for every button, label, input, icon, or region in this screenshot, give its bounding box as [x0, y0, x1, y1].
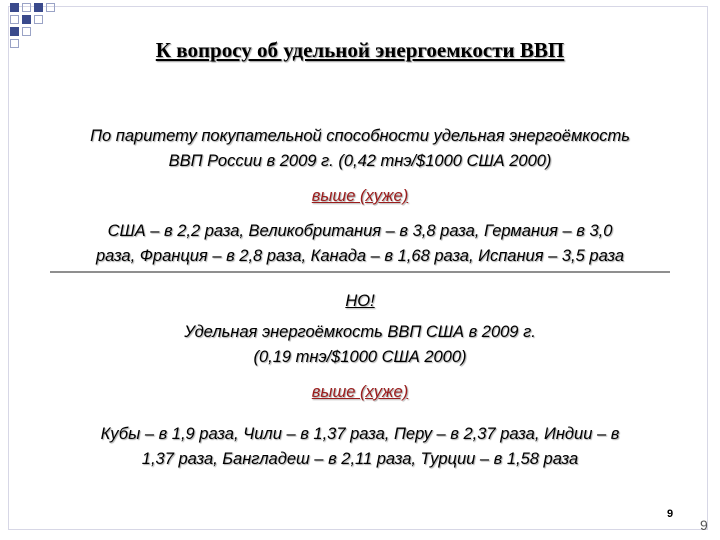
square-icon: [34, 15, 43, 24]
but-heading: [30, 289, 690, 314]
page-title: К вопросу об удельной энергоемкости ВВП: [155, 38, 565, 62]
square-icon: [46, 3, 55, 12]
divider: [50, 271, 670, 273]
russia-intro: [30, 124, 690, 174]
usa-verdict: [30, 380, 690, 405]
usa-comparison: [30, 422, 690, 472]
square-icon: [10, 3, 19, 12]
usa-intro-line-1: Удельная энергоёмкость ВВП США в 2009 г.: [184, 323, 536, 341]
russia-verdict: [30, 184, 690, 209]
slide-page-number: 9: [667, 508, 674, 520]
usa-comparison-line-2: 1,37 раза, Бангладеш – в 2,11 раза, Турции – в 1,58 раза: [141, 450, 579, 468]
square-icon: [10, 15, 19, 24]
russia-comparison-line-2: раза, Франция – в 2,8 раза, Канада – в 1,68 раза, Испания – 3,5 раза: [95, 247, 625, 265]
usa-intro-line-2: (0,19 тнэ/$1000 США 2000): [253, 348, 467, 366]
page-number: 9: [700, 517, 708, 533]
verdict-text: выше (хуже): [311, 187, 409, 205]
square-icon: [22, 15, 31, 24]
but-text: НО!: [345, 292, 375, 310]
square-icon: [34, 3, 43, 12]
russia-comparison-line-1: США – в 2,2 раза, Великобритания – в 3,8 раза, Германия – в 3,0: [107, 222, 613, 240]
square-icon: [22, 27, 31, 36]
square-icon: [22, 3, 31, 12]
usa-comparison-line-1: Кубы – в 1,9 раза, Чили – в 1,37 раза, Перу – в 2,37 раза, Индии – в: [100, 425, 620, 443]
verdict-text: выше (хуже): [311, 383, 409, 401]
russia-intro-line-2: ВВП России в 2009 г. (0,42 тнэ/$1000 США 2000): [168, 152, 552, 170]
russia-intro-line-1: По паритету покупательной способности удельная энергоёмкость: [90, 127, 630, 145]
russia-comparison: [30, 219, 690, 269]
square-icon: [10, 27, 19, 36]
usa-intro: [30, 320, 690, 370]
